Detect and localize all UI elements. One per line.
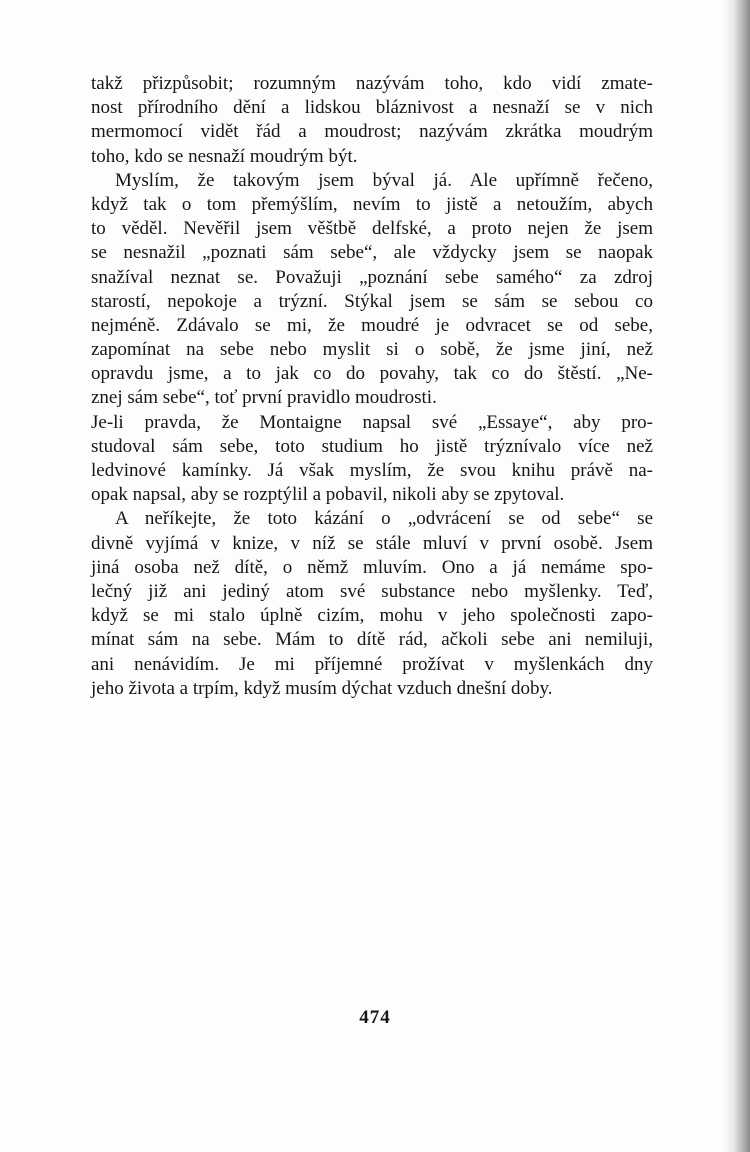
- text-line: Je-li pravda, že Montaigne napsal své „Essaye“, aby pro-: [91, 411, 653, 433]
- text-line: se nesnažil „poznati sám sebe“, ale vždycky jsem se naopak: [91, 242, 653, 264]
- text-line: jiná osoba než dítě, o němž mluvím. Ono a já nemáme spo-: [91, 556, 653, 578]
- text-line: mínat sám na sebe. Mám to dítě rád, ačkoli sebe ani nemiluji,: [91, 629, 653, 651]
- page-number: 474: [359, 1007, 391, 1028]
- paragraph-1: [91, 72, 653, 169]
- text-line: zapomínat na sebe nebo myslit si o sobě, že jsme jiní, než: [91, 339, 653, 361]
- text-line: opak napsal, aby se rozptýlil a pobavil, nikoli aby se zpytoval.: [91, 484, 565, 506]
- text-line: lečný již ani jediný atom své substance nebo myšlenky. Teď,: [91, 580, 653, 602]
- text-line: jeho života a trpím, když musím dýchat vzduch dnešní doby.: [91, 677, 553, 699]
- text-line: znej sám sebe“, toť první pravidlo moudrosti.: [91, 387, 437, 409]
- text-line: toho, kdo se nesnaží moudrým být.: [91, 145, 358, 167]
- paragraph-4: [91, 507, 653, 701]
- text-line: divně vyjímá v knize, v níž se stále mluví v první osobě. Jsem: [91, 532, 653, 554]
- text-line: opravdu jsme, a to jak co do povahy, tak co do štěstí. „Ne-: [91, 363, 653, 385]
- text-line: to věděl. Nevěřil jsem věštbě delfské, a proto nejen že jsem: [91, 218, 653, 240]
- paragraph-2: [91, 169, 653, 411]
- text-line: když se mi stalo úplně cizím, mohu v jeho společnosti zapo-: [91, 605, 653, 627]
- text-line: starostí, nepokoje a trýzní. Stýkal jsem se sám se sebou co: [91, 290, 653, 312]
- text-line: Myslím, že takovým jsem býval já. Ale upřímně řečeno,: [115, 169, 653, 191]
- text-line: takž přizpůsobit; rozumným nazývám toho, kdo vidí zmate-: [91, 73, 653, 94]
- text-line: studoval sám sebe, toto studium ho jistě trýznívalo více než: [91, 435, 653, 457]
- text-line: snažíval neznat se. Považuji „poznání sebe samého“ za zdroj: [91, 266, 653, 288]
- text-line: nost přírodního dění a lidskou bláznivost a nesnaží se v nich: [91, 97, 653, 119]
- text-line: A neříkejte, že toto kázání o „odvrácení se od sebe“ se: [115, 508, 653, 530]
- text-line: ani nenávidím. Je mi příjemné prožívat v myšlenkách dny: [91, 653, 653, 675]
- paragraph-3: [91, 411, 653, 508]
- text-line: nejméně. Zdávalo se mi, že moudré je odvracet se od sebe,: [91, 314, 653, 336]
- page-edge-shadow: [722, 0, 750, 1152]
- text-line: mermomocí vidět řád a moudrost; nazývám zkrátka moudrým: [91, 121, 653, 143]
- text-line: když tak o tom přemýšlím, nevím to jistě a netoužím, abych: [91, 193, 653, 215]
- text-line: ledvinové kamínky. Já však myslím, že svou knihu právě na-: [91, 460, 653, 481]
- body-text: [91, 72, 653, 701]
